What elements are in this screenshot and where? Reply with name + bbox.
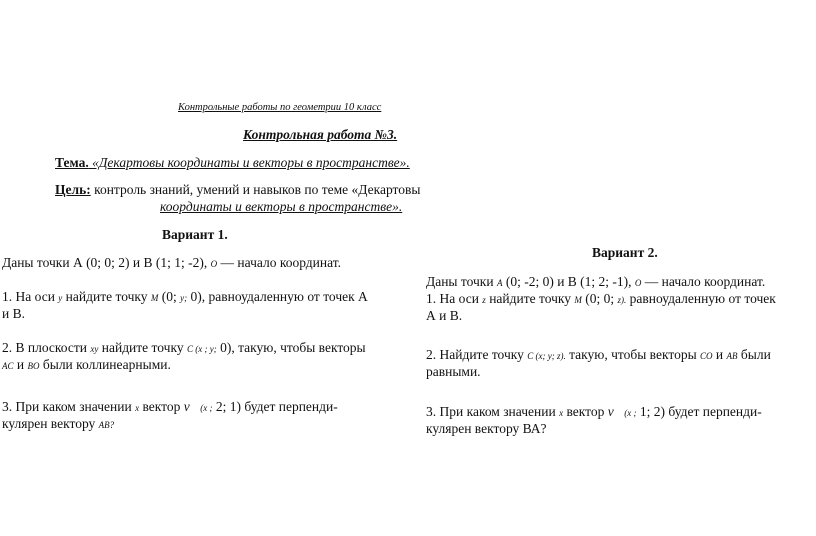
variant2-task1: 1. На оси z найдите точку M (0; 0; z). равноудаленную от точек — [426, 291, 776, 306]
variant1-task2: 2. В плоскости xy найдите точку C (x ; y; 0), такую, чтобы векторы — [2, 340, 366, 355]
variant1-task3-cont: кулярен вектору AB? — [2, 416, 115, 431]
variant1-intro: Даны точки А (0; 0; 2) и В (1; 1; -2), O — начало координат. — [2, 255, 342, 270]
cel-line-1 — [55, 181, 420, 198]
variant1-title: Вариант 1. — [162, 227, 228, 242]
cel-line-2: координаты и векторы в пространстве». — [160, 199, 403, 214]
cel-label: Цель: — [55, 182, 91, 197]
variant1-task1-cont: и В. — [2, 306, 25, 321]
variant1-task3: 3. При каком значении x вектор v⃗(x ; 2; 1) будет перпенди- — [2, 399, 338, 414]
tema-line — [55, 154, 410, 171]
variant2-intro: Даны точки A (0; -2; 0) и В (1; 2; -1), O — начало координат. — [426, 274, 766, 289]
variant2-task3: 3. При каком значении x вектор v⃗(x ; 1; 2) будет перпенди- — [426, 404, 762, 419]
variant2-title: Вариант 2. — [592, 245, 658, 260]
variant2-task3-cont: кулярен вектору ВА? — [426, 421, 547, 436]
variant1-task1: 1. На оси y найдите точку M (0; y; 0), равноудаленную от точек А — [2, 289, 368, 304]
variant1-task2-cont: AC и BO были коллинеарными. — [2, 357, 171, 372]
work-title: Контрольная работа №3. — [243, 127, 398, 142]
tema-text: «Декартовы координаты и векторы в пространстве». — [88, 155, 410, 170]
variant2-task2: 2. Найдите точку C (x; y; z). такую, чтобы векторы CO и AB были — [426, 347, 771, 362]
cel-text-1: контроль знаний, умений и навыков по теме «Декартовы — [90, 182, 421, 197]
document-header: Контрольные работы по геометрии 10 класс — [178, 102, 382, 113]
tema-label: Тема. — [55, 155, 89, 170]
variant2-task2-cont: равными. — [426, 364, 481, 379]
variant2-task1-cont: А и В. — [426, 308, 463, 323]
